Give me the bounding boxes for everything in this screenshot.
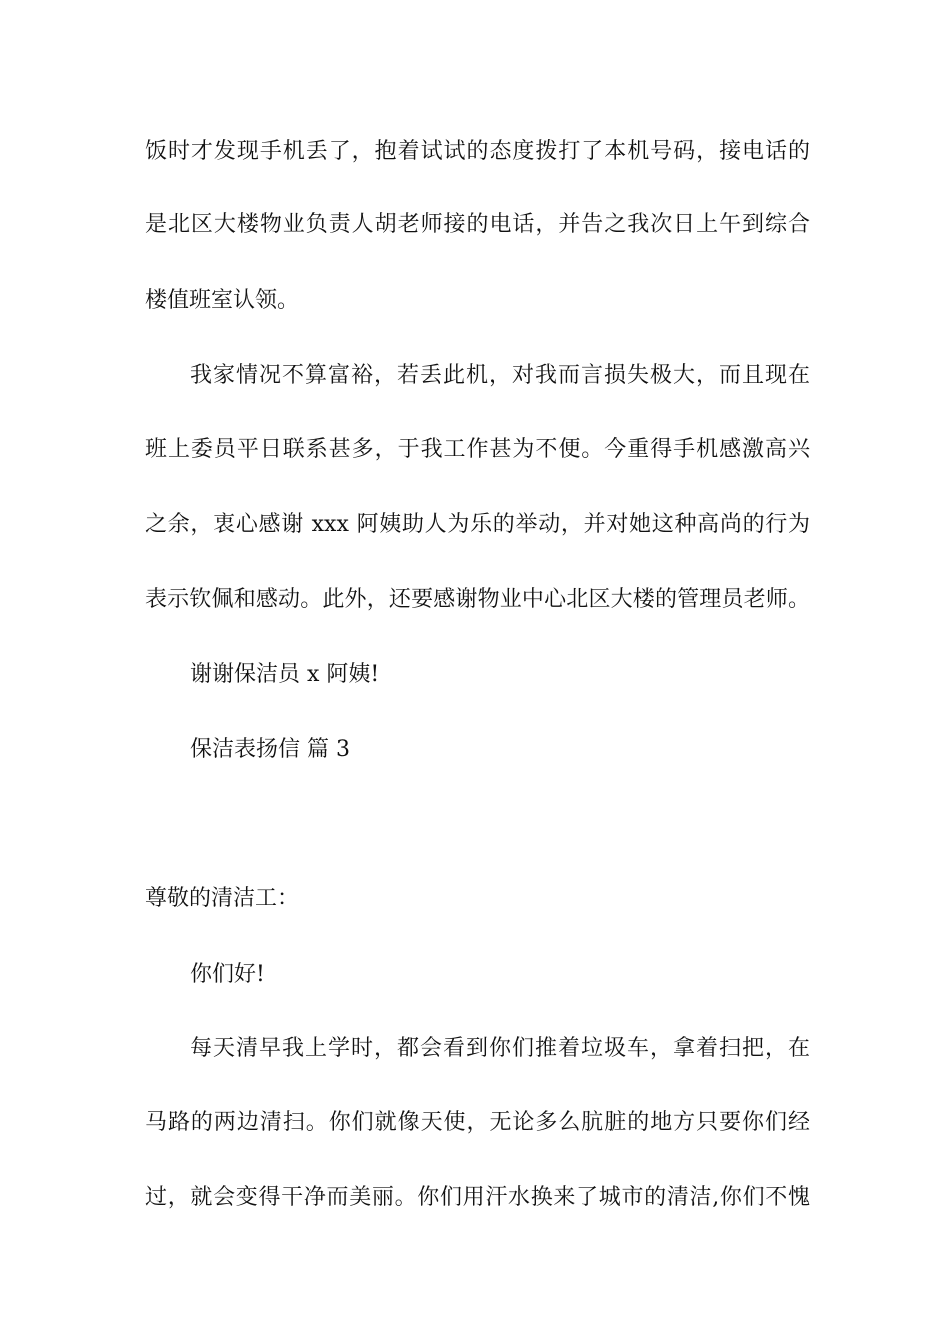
paragraph-line: 饭时才发现手机丢了，抱着试试的态度拨打了本机号码，接电话的	[145, 139, 810, 164]
paragraph-line: 我家情况不算富裕，若丢此机，对我而言损失极大，而且现在	[190, 363, 810, 388]
paragraph-line: 每天清早我上学时，都会看到你们推着垃圾车，拿着扫把，在	[190, 1036, 810, 1061]
paragraph-line: 之余，衷心感谢 xxx 阿姨助人为乐的举动，并对她这种高尚的行为	[145, 512, 810, 537]
paragraph-line: 班上委员平日联系甚多，于我工作甚为不便。今重得手机感激高兴	[145, 437, 810, 462]
paragraph-line: 过，就会变得干净而美丽。你们用汗水换来了城市的清洁,你们不愧	[145, 1185, 810, 1210]
paragraph-line: 楼值班室认领。	[145, 288, 300, 313]
thanks-line: 谢谢保洁员 x 阿姨!	[190, 662, 380, 687]
greeting: 你们好!	[190, 962, 265, 987]
paragraph-line: 表示钦佩和感动。此外，还要感谢物业中心北区大楼的管理员老师。	[145, 587, 810, 612]
paragraph-line: 马路的两边清扫。你们就像天使，无论多么肮脏的地方只要你们经	[145, 1110, 810, 1135]
section-title: 保洁表扬信 篇 3	[190, 737, 350, 762]
salutation: 尊敬的清洁工：	[145, 886, 300, 911]
paragraph-line: 是北区大楼物业负责人胡老师接的电话，并告之我次日上午到综合	[145, 212, 810, 237]
